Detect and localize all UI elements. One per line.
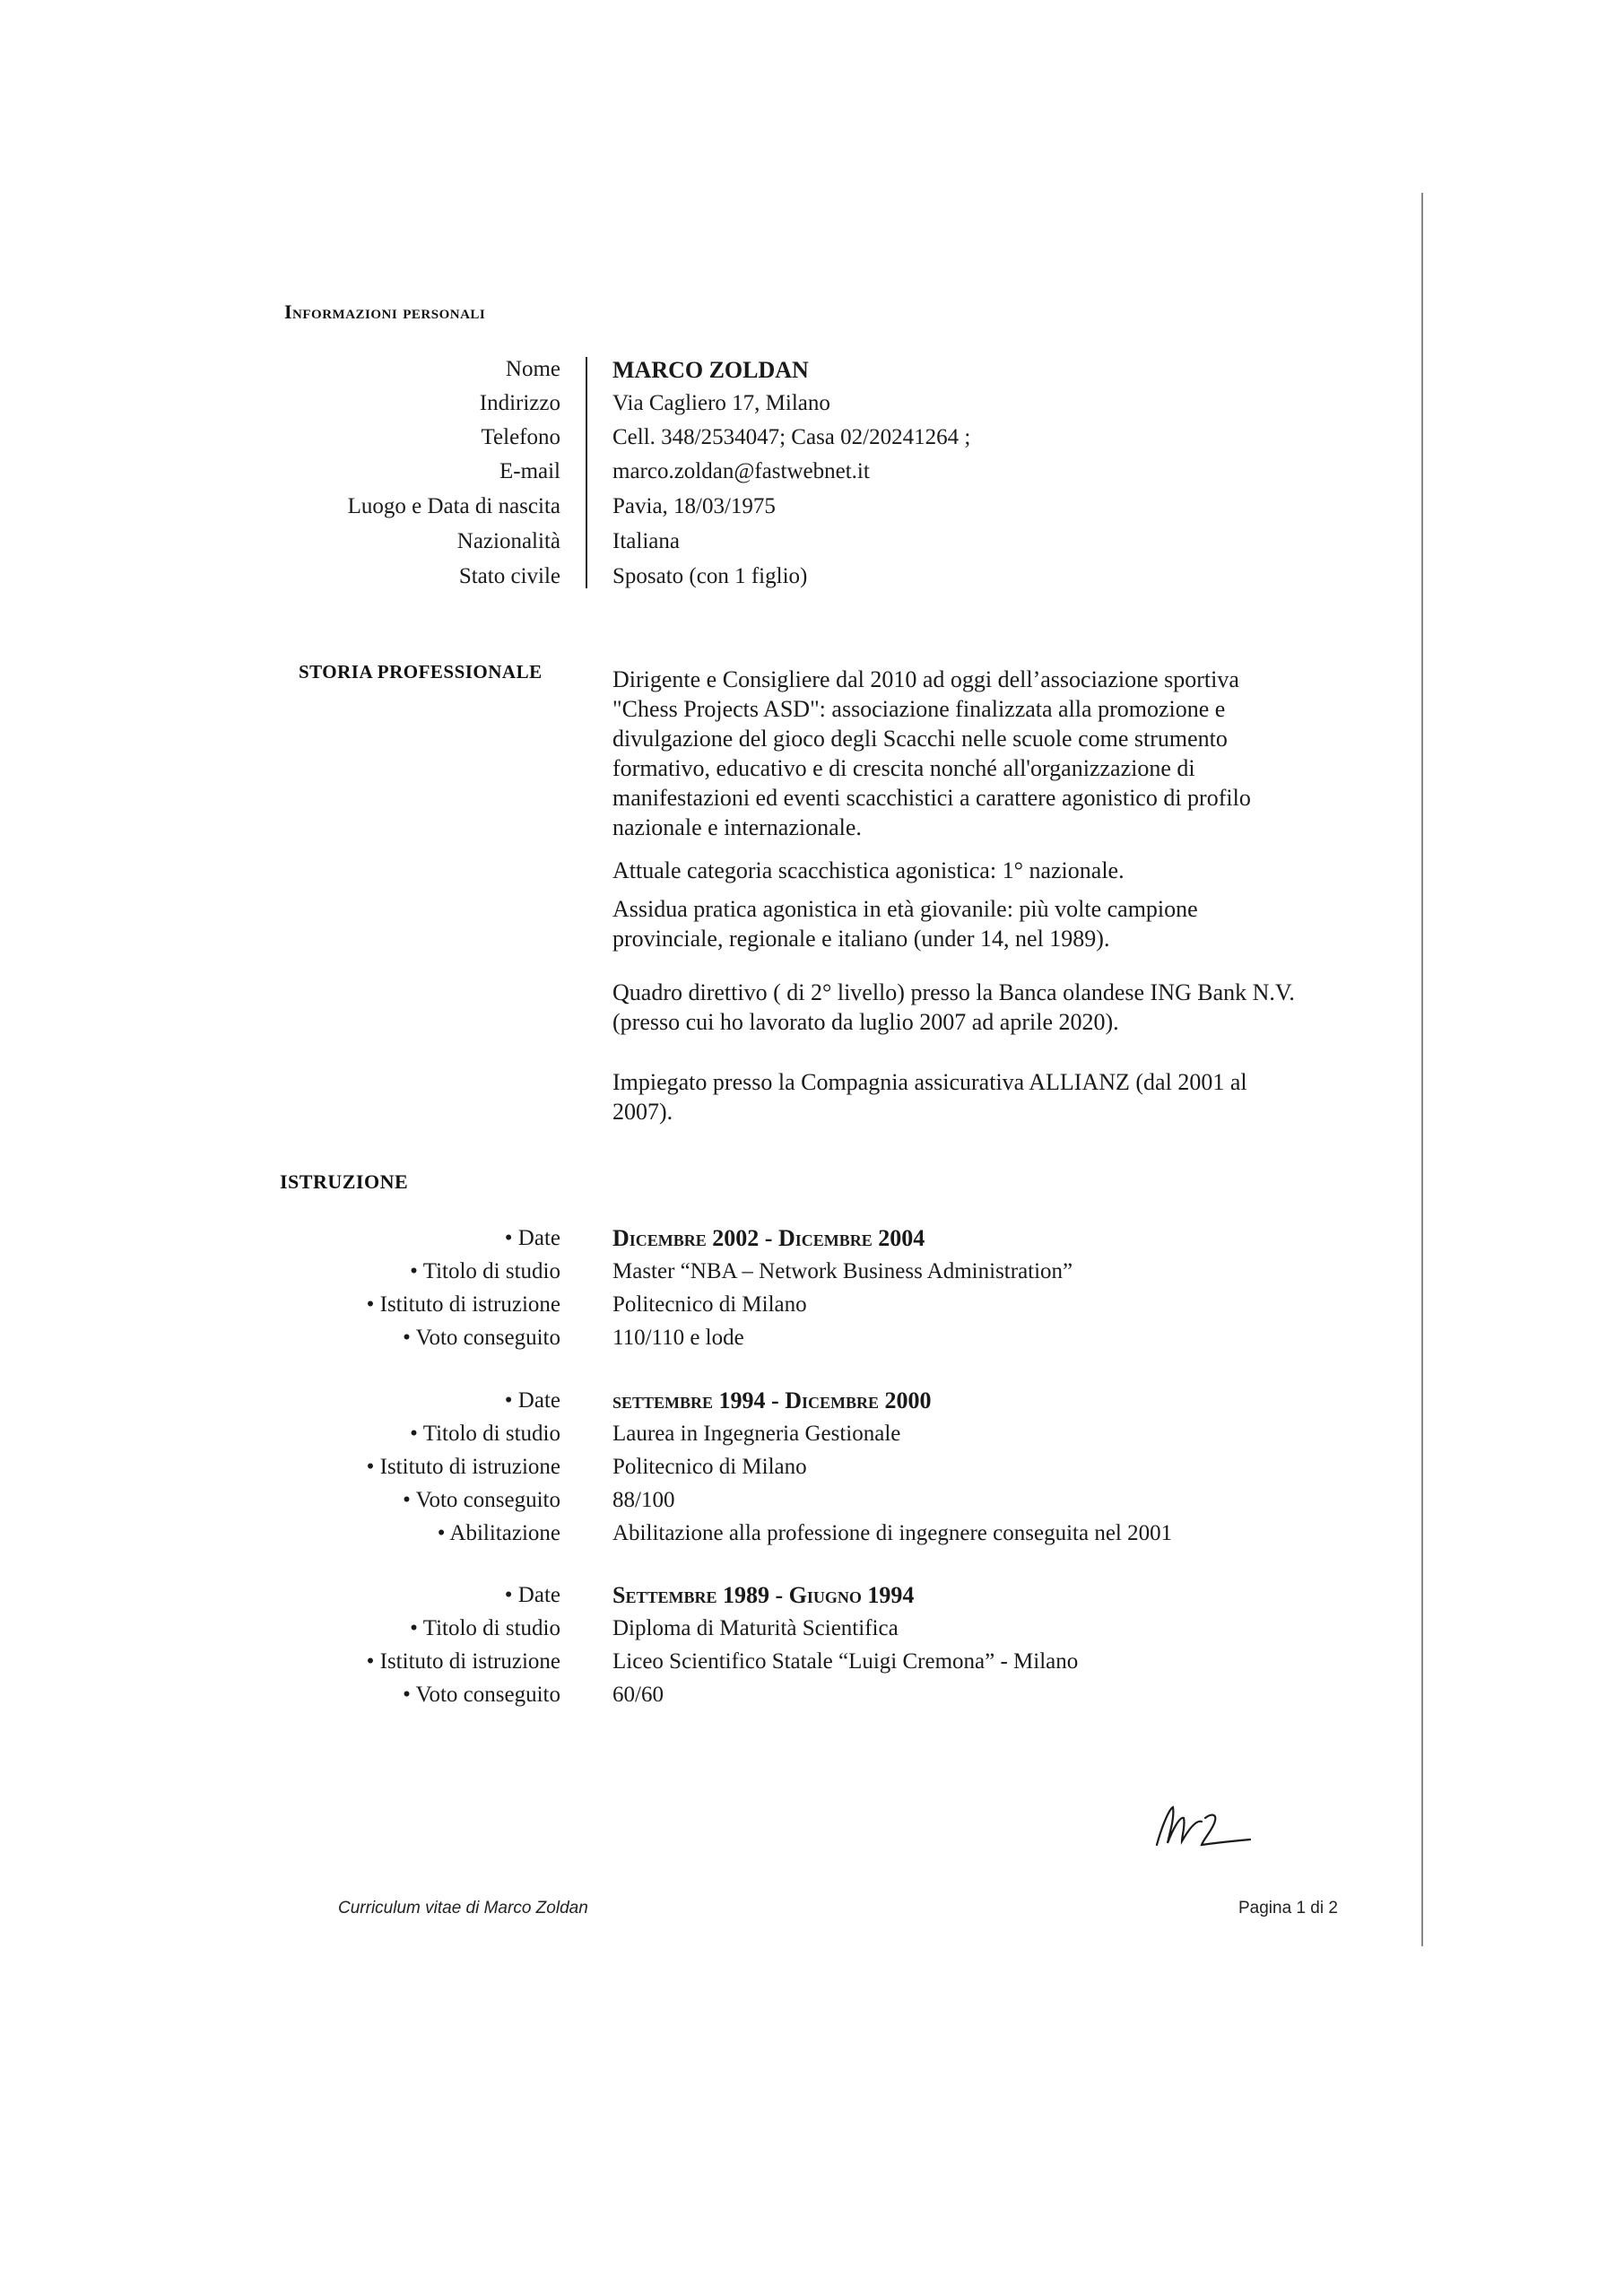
career-paragraph: Attuale categoria scacchistica agonistica: 1° nazionale. xyxy=(612,857,1125,883)
edu-label: • Date xyxy=(504,1583,560,1607)
edu-label: • Istituto di istruzione xyxy=(366,1292,560,1317)
section-career-title: STORIA PROFESSIONALE xyxy=(299,661,543,683)
edu-label: • Abilitazione xyxy=(437,1521,560,1545)
value-stato-civile: Sposato (con 1 figlio) xyxy=(612,564,808,588)
value-nome: MARCO ZOLDAN xyxy=(612,357,809,383)
edu-date: Settembre 1989 - Giugno 1994 xyxy=(612,1582,915,1608)
value-telefono: Cell. 348/2534047; Casa 02/20241264 ; xyxy=(612,425,971,449)
footer-document-title: Curriculum vitae di Marco Zoldan xyxy=(338,1899,588,1918)
edu-date: settembre 1994 - Dicembre 2000 xyxy=(612,1387,932,1413)
edu-label: • Istituto di istruzione xyxy=(366,1649,560,1674)
personal-divider xyxy=(586,357,587,588)
edu-grade: 60/60 xyxy=(612,1683,664,1707)
footer-page-number: Pagina 1 di 2 xyxy=(1238,1899,1338,1918)
value-nazionalita: Italiana xyxy=(612,529,680,553)
edu-label: • Date xyxy=(504,1226,560,1250)
career-paragraph: Quadro direttivo ( di 2° livello) presso la Banca olandese ING Bank N.V. (presso cui ho lavorato da luglio 2007 ad aprile 2020). xyxy=(612,979,1295,1035)
career-paragraph: Dirigente e Consigliere dal 2010 ad oggi dell’associazione sportiva "Chess Projects ASD": associazione finalizzata alla promozione e divulgazione del gioco degli Scacchi nelle scuole come strumento formativo, educativo e di crescita nonché all'organizzazione di manifestazioni ed eventi scacchistici a carattere agonistico di profilo nazionale e internazionale. xyxy=(612,666,1251,840)
section-personal-title: Informazioni personali xyxy=(284,300,486,323)
label-nome: Nome xyxy=(505,357,560,381)
label-telefono: Telefono xyxy=(481,425,560,449)
edu-date: Dicembre 2002 - Dicembre 2004 xyxy=(612,1225,925,1251)
handwritten-signature xyxy=(1150,1798,1257,1861)
page-margin-line xyxy=(1421,193,1423,1946)
edu-label: • Date xyxy=(504,1388,560,1413)
section-education-title: ISTRUZIONE xyxy=(280,1170,409,1193)
edu-institute: Politecnico di Milano xyxy=(612,1292,807,1317)
career-paragraph: Assidua pratica agonistica in età giovanile: più volte campione provinciale, regionale e italiano (under 14, nel 1989). xyxy=(612,896,1198,952)
edu-label: • Titolo di studio xyxy=(410,1422,560,1446)
edu-title: Laurea in Ingegneria Gestionale xyxy=(612,1422,901,1446)
label-indirizzo: Indirizzo xyxy=(479,391,560,415)
label-nascita: Luogo e Data di nascita xyxy=(347,494,560,518)
edu-title: Master “NBA – Network Business Administration” xyxy=(612,1259,1073,1283)
edu-institute: Liceo Scientifico Statale “Luigi Cremona” - Milano xyxy=(612,1649,1079,1674)
value-email: marco.zoldan@fastwebnet.it xyxy=(612,459,870,483)
edu-label: • Istituto di istruzione xyxy=(366,1455,560,1479)
edu-institute: Politecnico di Milano xyxy=(612,1455,807,1479)
edu-label: • Voto conseguito xyxy=(403,1683,560,1707)
edu-qualification: Abilitazione alla professione di ingegnere conseguita nel 2001 xyxy=(612,1521,1173,1545)
edu-grade: 110/110 e lode xyxy=(612,1326,744,1350)
label-email: E-mail xyxy=(499,459,560,483)
edu-label: • Titolo di studio xyxy=(410,1259,560,1283)
edu-label: • Voto conseguito xyxy=(403,1488,560,1512)
value-indirizzo: Via Cagliero 17, Milano xyxy=(612,391,830,415)
edu-label: • Titolo di studio xyxy=(410,1616,560,1640)
career-paragraph: Impiegato presso la Compagnia assicurativa ALLIANZ (dal 2001 al 2007). xyxy=(612,1069,1247,1125)
label-nazionalita: Nazionalità xyxy=(456,529,560,553)
label-stato-civile: Stato civile xyxy=(458,564,560,588)
value-nascita: Pavia, 18/03/1975 xyxy=(612,494,776,518)
edu-label: • Voto conseguito xyxy=(403,1326,560,1350)
edu-title: Diploma di Maturità Scientifica xyxy=(612,1616,899,1640)
edu-grade: 88/100 xyxy=(612,1488,675,1512)
